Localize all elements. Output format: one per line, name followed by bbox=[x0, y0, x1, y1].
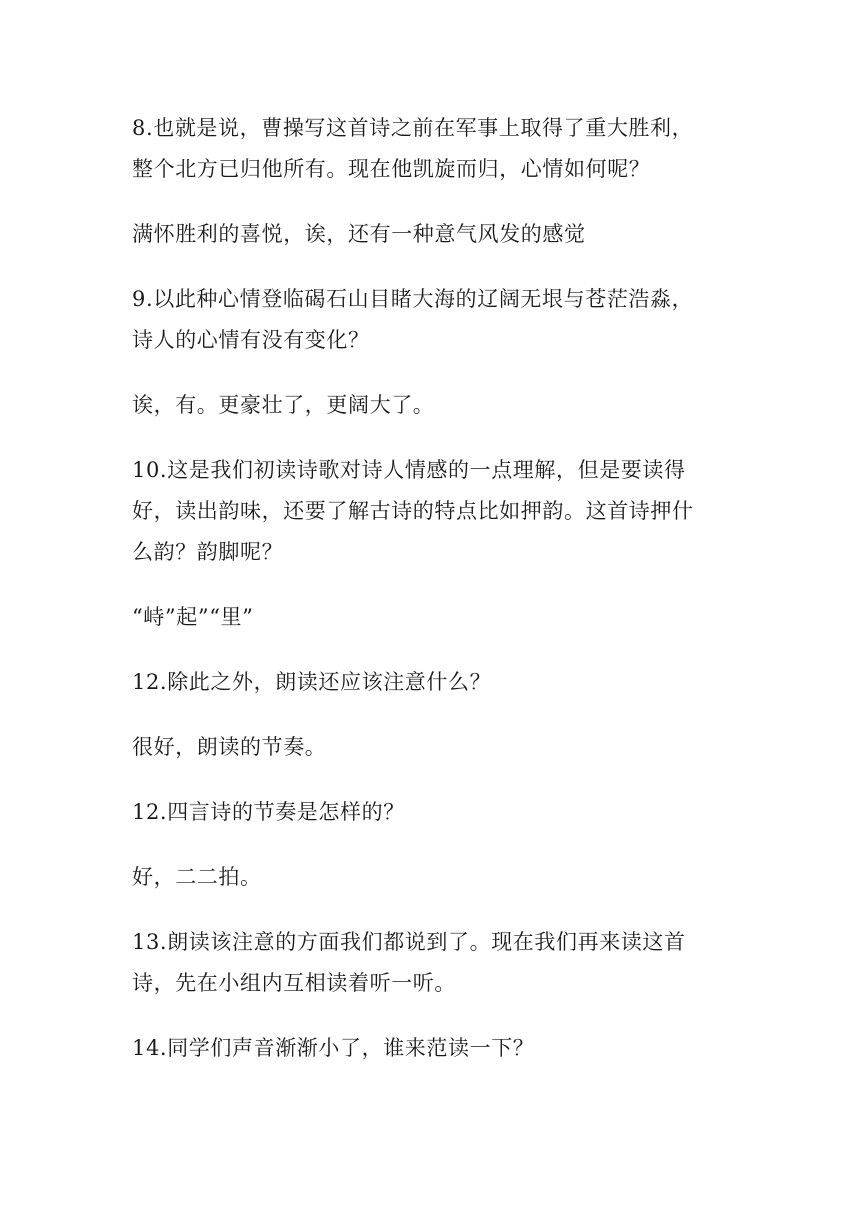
text-line: “峙”起”“里” bbox=[132, 605, 254, 629]
answer-12b bbox=[132, 857, 732, 898]
text-line: 12.四言诗的节奏是怎样的？ bbox=[132, 800, 405, 824]
question-13 bbox=[132, 922, 732, 1004]
text-line: 整个北方已归他所有。现在他凯旋而归，心情如何呢？ bbox=[132, 157, 651, 181]
text-line: 8.也就是说，曹操写这首诗之前在军事上取得了重大胜利， bbox=[132, 116, 694, 140]
text-line: 诗，先在小组内互相读着听一听。 bbox=[132, 971, 456, 995]
text-line: 14.同学们声音渐渐小了，谁来范读一下？ bbox=[132, 1036, 535, 1060]
text-line: 么韵？韵脚呢？ bbox=[132, 540, 284, 564]
text-line: 诗人的心情有没有变化？ bbox=[132, 328, 370, 352]
text-line: 好，读出韵味，还要了解古诗的特点比如押韵。这首诗押什 bbox=[132, 499, 694, 523]
text-line: 13.朗读该注意的方面我们都说到了。现在我们再来读这首 bbox=[132, 930, 686, 954]
text-line: 好，二二拍。 bbox=[132, 865, 262, 889]
question-12b bbox=[132, 792, 732, 833]
text-line: 诶，有。更豪壮了，更阔大了。 bbox=[132, 393, 435, 417]
text-line: 满怀胜利的喜悦，诶，还有一种意气风发的感觉 bbox=[132, 222, 586, 246]
question-14 bbox=[132, 1028, 732, 1069]
question-10 bbox=[132, 450, 732, 573]
document-page bbox=[132, 108, 732, 1069]
text-line: 很好，朗读的节奏。 bbox=[132, 735, 327, 759]
answer-10 bbox=[132, 597, 732, 638]
text-line: 10.这是我们初读诗歌对诗人情感的一点理解，但是要读得 bbox=[132, 458, 686, 482]
question-9 bbox=[132, 279, 732, 361]
question-12a bbox=[132, 662, 732, 703]
answer-9 bbox=[132, 385, 732, 426]
text-line: 12.除此之外，朗读还应该注意什么？ bbox=[132, 670, 492, 694]
text-line: 9.以此种心情登临碣石山目睹大海的辽阔无垠与苍茫浩淼， bbox=[132, 287, 694, 311]
answer-8 bbox=[132, 214, 732, 255]
answer-12a bbox=[132, 727, 732, 768]
question-8 bbox=[132, 108, 732, 190]
